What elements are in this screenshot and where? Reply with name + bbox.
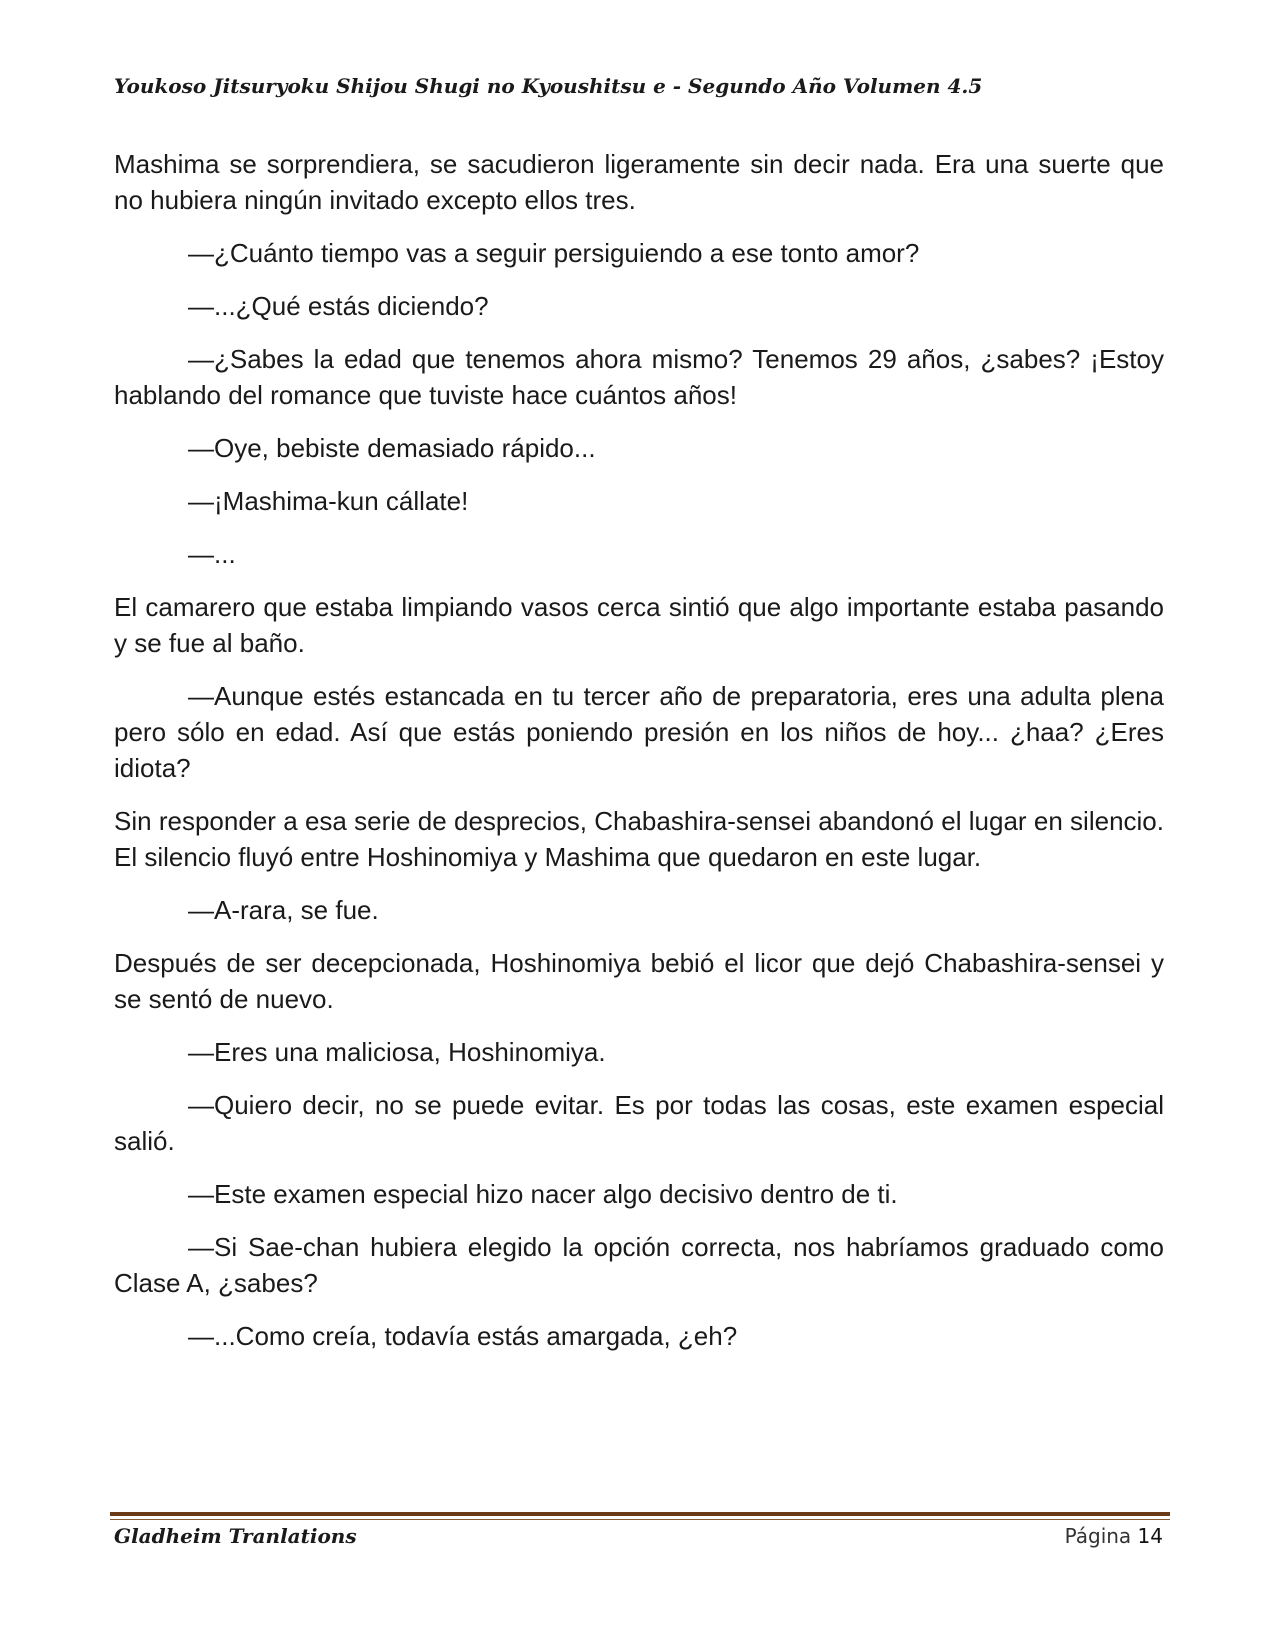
dialogue-paragraph: —Oye, bebiste demasiado rápido... [188,433,596,463]
dialogue-paragraph: —¿Sabes la edad que tenemos ahora mismo? Tenemos 29 años, ¿sabes? ¡Estoy hablando del romance que tuviste hace cuántos años! [114,344,1164,410]
footer-rule-thin [110,1519,1170,1520]
running-header: Youkoso Jitsuryoku Shijou Shugi no Kyoushitsu e - Segundo Año Volumen 4.5 [114,74,983,98]
narration-paragraph: Sin responder a esa serie de desprecios, Chabashira-sensei abandonó el lugar en silencio. El silencio fluyó entre Hoshinomiya y Mashima que quedaron en este lugar. [114,806,1164,872]
dialogue-paragraph: —Quiero decir, no se puede evitar. Es por todas las cosas, este examen especial salió. [114,1090,1164,1156]
page-body [114,146,1164,1371]
footer-rule [110,1512,1170,1516]
dialogue-paragraph: —¡Mashima-kun cállate! [188,486,469,516]
page-label: Página [1064,1524,1132,1548]
narration-paragraph: Después de ser decepcionada, Hoshinomiya bebió el licor que dejó Chabashira-sensei y se sentó de nuevo. [114,948,1164,1014]
dialogue-paragraph: —Si Sae-chan hubiera elegido la opción correcta, nos habríamos graduado como Clase A, ¿sabes? [114,1232,1164,1298]
narration-paragraph: Mashima se sorprendiera, se sacudieron ligeramente sin decir nada. Era una suerte que no hubiera ningún invitado excepto ellos tres. [114,149,1164,215]
dialogue-paragraph: —¿Cuánto tiempo vas a seguir persiguiendo a ese tonto amor? [188,238,920,268]
dialogue-paragraph: —Este examen especial hizo nacer algo decisivo dentro de ti. [188,1179,898,1209]
dialogue-paragraph: —...¿Qué estás diciendo? [188,291,489,321]
page-number-value: 14 [1137,1524,1163,1548]
page-number [1065,1524,1163,1548]
dialogue-paragraph: —...Como creía, todavía estás amargada, ¿eh? [188,1321,738,1351]
dialogue-paragraph: —Aunque estés estancada en tu tercer año de preparatoria, eres una adulta plena pero sólo en edad. Así que estás poniendo presión en los niños de hoy... ¿haa? ¿Eres idiota? [114,681,1164,783]
footer-publisher: Gladheim Tranlations [114,1524,357,1548]
narration-paragraph: El camarero que estaba limpiando vasos cerca sintió que algo importante estaba pasando y se fue al baño. [114,592,1164,658]
dialogue-paragraph: —... [188,539,236,569]
dialogue-paragraph: —Eres una maliciosa, Hoshinomiya. [188,1037,606,1067]
dialogue-paragraph: —A-rara, se fue. [188,895,379,925]
